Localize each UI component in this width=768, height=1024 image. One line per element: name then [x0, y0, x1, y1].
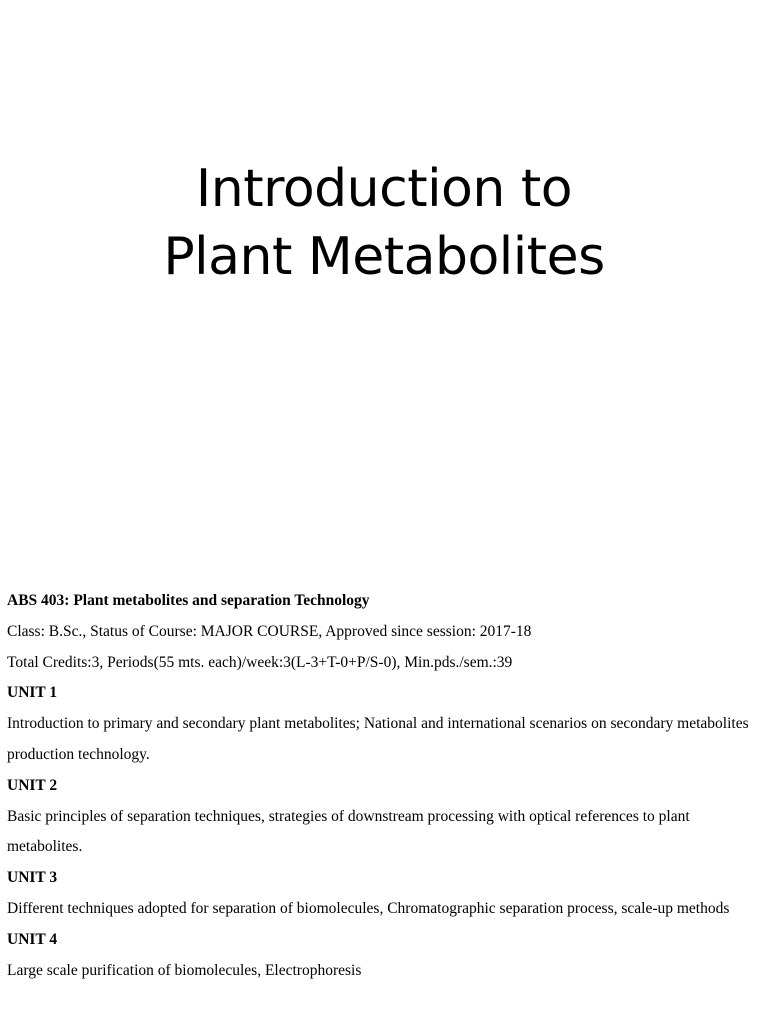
course-heading: ABS 403: Plant metabolites and separation Technology — [7, 592, 370, 609]
unit-description: Large scale purification of biomolecules, Electrophoresis — [7, 961, 362, 979]
credits-info: Total Credits:3, Periods(55 mts. each)/week:3(L-3+T-0+P/S-0), Min.pds./sem.:39 — [7, 653, 513, 671]
unit-heading: UNIT 1 — [7, 684, 58, 702]
unit-description: Basic principles of separation techniques, strategies of downstream processing with optical references to plant metabolites. — [7, 807, 690, 856]
unit-description: Introduction to primary and secondary plant metabolites; National and international scenarios on secondary metabolites production technology. — [7, 715, 749, 763]
class-info: Class: B.Sc., Status of Course: MAJOR COURSE, Approved since session: 2017-18 — [7, 622, 532, 640]
slide-title-line-2: Plant Metabolites — [163, 227, 605, 287]
unit-heading: UNIT 2 — [7, 776, 58, 794]
unit-description: Different techniques adopted for separation of biomolecules, Chromatographic separation process, scale-up methods — [7, 899, 730, 917]
unit-heading: UNIT 3 — [7, 869, 58, 887]
unit-heading: UNIT 4 — [7, 930, 58, 948]
slide-title — [0, 155, 768, 291]
slide-title-line-1: Introduction to — [195, 159, 573, 219]
syllabus-document — [7, 586, 759, 986]
